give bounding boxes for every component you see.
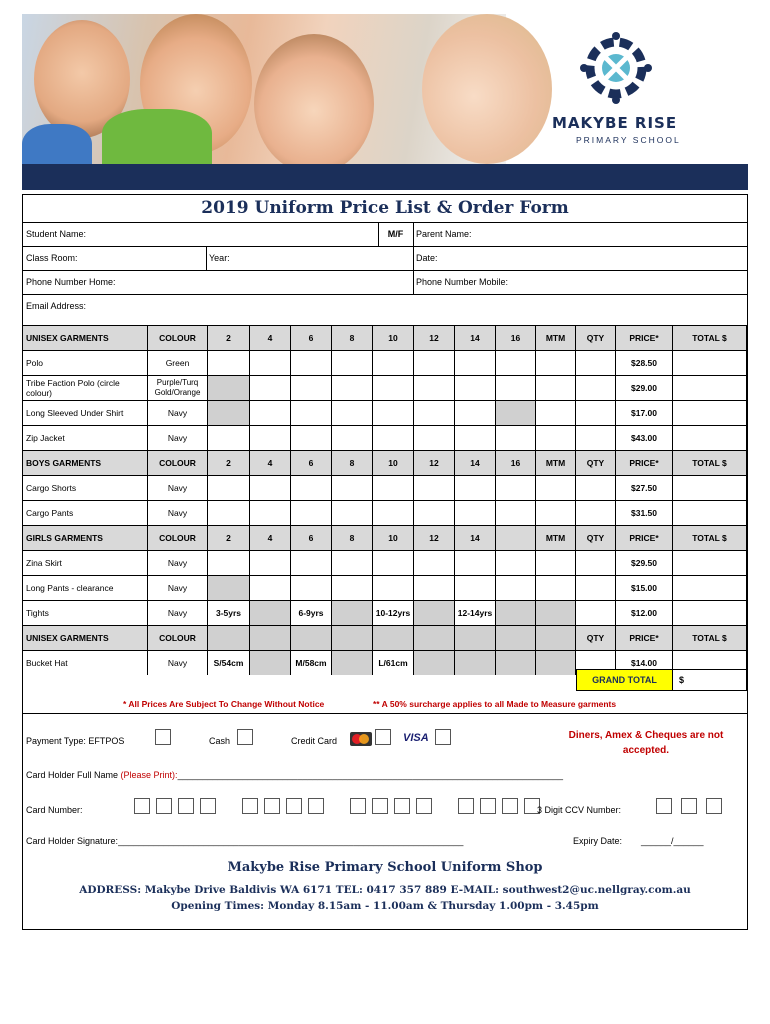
price-cell: $12.00 (616, 601, 673, 625)
size-cell[interactable] (536, 601, 576, 625)
cash-checkbox[interactable] (237, 729, 253, 745)
size-s14-cell[interactable] (455, 401, 496, 425)
size-s10-cell[interactable] (373, 551, 414, 575)
size-s8-cell[interactable] (332, 501, 373, 525)
total-cell[interactable] (673, 601, 747, 625)
size-option-cell[interactable]: M/58cm (291, 651, 332, 675)
size-s8-cell[interactable] (332, 476, 373, 500)
total-cell[interactable] (673, 476, 747, 500)
size-header-4: 4 (250, 526, 291, 550)
card-number-box-13[interactable] (458, 798, 474, 814)
card-number-box-3[interactable] (178, 798, 194, 814)
blank-header-cell (496, 626, 536, 650)
blank-header-cell (291, 626, 332, 650)
mtm-header: MTM (536, 451, 576, 475)
card-number-label: Card Number: (26, 805, 83, 815)
size-s12-cell[interactable] (414, 576, 455, 600)
size-s6-cell[interactable] (291, 401, 332, 425)
size-s2-cell[interactable] (208, 426, 250, 450)
mf-field[interactable]: M/F (387, 229, 404, 239)
size-s8-cell[interactable] (332, 376, 373, 400)
total-cell[interactable] (673, 426, 747, 450)
item-colour: Navy (148, 601, 208, 625)
size-s12-cell[interactable] (414, 476, 455, 500)
school-logo-icon (576, 28, 656, 108)
total-header: TOTAL $ (673, 326, 747, 350)
child-shirt-green (102, 109, 212, 169)
size-s12-cell[interactable] (414, 426, 455, 450)
size-s4-cell[interactable] (250, 401, 291, 425)
size-s6-cell[interactable] (291, 426, 332, 450)
item-colour: Navy (148, 476, 208, 500)
size-s14-cell[interactable] (455, 351, 496, 375)
total-cell[interactable] (673, 576, 747, 600)
info-row-student (23, 222, 747, 246)
qty-cell[interactable] (576, 501, 616, 525)
price-cell: $43.00 (616, 426, 673, 450)
card-number-box-4[interactable] (200, 798, 216, 814)
size-header-12: 12 (414, 526, 455, 550)
grand-total-value[interactable]: $ (673, 669, 747, 691)
size-option-cell[interactable]: L/61cm (373, 651, 414, 675)
size-s4-cell[interactable] (250, 426, 291, 450)
price-cell: $28.50 (616, 351, 673, 375)
size-s10-cell[interactable] (373, 476, 414, 500)
ccv-box-1[interactable] (656, 798, 672, 814)
mastercard-icon (350, 732, 372, 746)
size-s4-cell[interactable] (250, 501, 291, 525)
size-s2-cell (208, 401, 250, 425)
card-holder-name-row[interactable] (26, 770, 563, 780)
class-room-field[interactable]: Class Room: (26, 253, 78, 263)
size-header-2: 2 (208, 326, 250, 350)
qty-cell[interactable] (576, 351, 616, 375)
size-s2-cell (208, 576, 250, 600)
qty-cell[interactable] (576, 576, 616, 600)
total-cell[interactable] (673, 551, 747, 575)
size-cell[interactable] (332, 601, 373, 625)
section-title: BOYS GARMENTS (23, 451, 148, 475)
size-s4-cell[interactable] (250, 351, 291, 375)
mtm-cell[interactable] (536, 351, 576, 375)
size-s6-cell[interactable] (291, 476, 332, 500)
item-row-long-sleeved (23, 400, 747, 425)
size-s12-cell[interactable] (414, 401, 455, 425)
item-colour: Green (148, 351, 208, 375)
size-header-12: 12 (414, 326, 455, 350)
item-colour: Navy (148, 576, 208, 600)
info-row-phone (23, 270, 747, 294)
item-colour: Navy (148, 551, 208, 575)
size-cell[interactable] (414, 601, 455, 625)
card-holder-name-label: Card Holder Full Name (26, 770, 121, 780)
item-row-cargo-pants (23, 500, 747, 525)
qty-header: QTY (576, 326, 616, 350)
section-header-boys (23, 450, 747, 475)
school-name: MAKYBE RISE (552, 114, 678, 132)
item-colour: Navy (148, 401, 208, 425)
item-name: Long Sleeved Under Shirt (23, 401, 148, 425)
child-face-3 (254, 34, 374, 174)
child-face-4 (422, 14, 552, 164)
size-s10-cell[interactable] (373, 376, 414, 400)
size-header-blank (496, 526, 536, 550)
size-s6-cell[interactable] (291, 501, 332, 525)
size-s6-cell[interactable] (291, 576, 332, 600)
size-s10-cell[interactable] (373, 401, 414, 425)
mtm-cell[interactable] (536, 551, 576, 575)
cash-label: Cash (209, 736, 231, 746)
price-header: PRICE* (616, 526, 673, 550)
size-header-12: 12 (414, 451, 455, 475)
item-colour: Navy (148, 501, 208, 525)
info-row-class (23, 246, 747, 270)
total-cell[interactable] (673, 376, 747, 400)
card-number-box-11[interactable] (394, 798, 410, 814)
size-header-14: 14 (455, 526, 496, 550)
item-name: Tribe Faction Polo (circle colour) (23, 376, 148, 400)
signature-label: Card Holder Signature: (26, 836, 119, 846)
size-s2-cell[interactable] (208, 351, 250, 375)
item-row-cargo-shorts (23, 475, 747, 500)
phone-mobile-field[interactable]: Phone Number Mobile: (416, 277, 509, 287)
card-number-box-8[interactable] (308, 798, 324, 814)
mtm-header: MTM (536, 526, 576, 550)
size-s8-cell[interactable] (332, 351, 373, 375)
mtm-cell[interactable] (536, 401, 576, 425)
credit-card-label: Credit Card (291, 736, 338, 746)
size-header-14: 14 (455, 451, 496, 475)
price-cell: $15.00 (616, 576, 673, 600)
colour-header: COLOUR (148, 626, 208, 650)
item-name: Cargo Pants (23, 501, 148, 525)
mtm-header: MTM (536, 326, 576, 350)
qty-header: QTY (576, 451, 616, 475)
qty-cell[interactable] (576, 426, 616, 450)
size-s14-cell[interactable] (455, 576, 496, 600)
item-row-polo (23, 350, 747, 375)
size-s10-cell[interactable] (373, 576, 414, 600)
qty-cell[interactable] (576, 401, 616, 425)
section-header-girls (23, 525, 747, 550)
please-print-label: (Please Print): (120, 770, 178, 780)
item-name: Tights (23, 601, 148, 625)
total-header: TOTAL $ (673, 626, 747, 650)
form-title: 2019 Uniform Price List & Order Form (201, 198, 569, 218)
info-row-email (23, 294, 747, 325)
size-header-16: 16 (496, 451, 536, 475)
size-s14-cell[interactable] (455, 376, 496, 400)
item-colour: Navy (148, 651, 208, 675)
size-s10-cell[interactable] (373, 351, 414, 375)
school-logo (542, 28, 748, 158)
qty-header: QTY (576, 526, 616, 550)
size-s14-cell[interactable] (455, 476, 496, 500)
colour-header: COLOUR (148, 526, 208, 550)
size-s14-cell[interactable] (455, 426, 496, 450)
price-header: PRICE* (616, 326, 673, 350)
card-number-box-5[interactable] (242, 798, 258, 814)
blank-header-cell (536, 626, 576, 650)
blank-header-cell (414, 626, 455, 650)
payment-type-label: Payment Type: EFTPOS (26, 736, 125, 746)
card-number-box-14[interactable] (480, 798, 496, 814)
size-s14-cell[interactable] (455, 551, 496, 575)
order-form (22, 194, 748, 930)
item-name: Zip Jacket (23, 426, 148, 450)
shop-address: ADDRESS: Makybe Drive Baldivis WA 6171 TEL: 0417 357 889 E-MAIL: southwest2@uc.nellgray.com.au (79, 884, 691, 896)
size-s10-cell[interactable] (373, 501, 414, 525)
size-s2-cell[interactable] (208, 476, 250, 500)
card-number-box-6[interactable] (264, 798, 280, 814)
mtm-cell[interactable] (536, 576, 576, 600)
header-blue-bar (22, 164, 748, 190)
size-header-10: 10 (373, 326, 414, 350)
size-header-6: 6 (291, 326, 332, 350)
size-s16-cell[interactable] (496, 376, 536, 400)
size-s6-cell[interactable] (291, 351, 332, 375)
size-s12-cell[interactable] (414, 501, 455, 525)
size-s12-cell[interactable] (414, 351, 455, 375)
size-s2-cell (208, 376, 250, 400)
section-header-unisex2 (23, 625, 747, 650)
blank-header-cell (208, 626, 250, 650)
price-change-note: * All Prices Are Subject To Change Without Notice (123, 699, 325, 709)
size-s8-cell[interactable] (332, 426, 373, 450)
size-s16-cell[interactable] (496, 501, 536, 525)
size-option-cell[interactable]: 3-5yrs (208, 601, 250, 625)
student-name-field[interactable]: Student Name: (26, 229, 87, 239)
size-header-4: 4 (250, 326, 291, 350)
ccv-label: 3 Digit CCV Number: (537, 805, 622, 815)
total-header: TOTAL $ (673, 526, 747, 550)
card-number-box-9[interactable] (350, 798, 366, 814)
qty-cell[interactable] (576, 551, 616, 575)
mtm-cell[interactable] (536, 376, 576, 400)
size-s2-cell[interactable] (208, 551, 250, 575)
card-number-box-12[interactable] (416, 798, 432, 814)
size-s10-cell[interactable] (373, 426, 414, 450)
blank-header-cell (455, 626, 496, 650)
qty-cell[interactable] (576, 476, 616, 500)
size-s16-cell[interactable] (496, 476, 536, 500)
diners-note: Diners, Amex & Cheques are not accepted. (568, 730, 724, 756)
size-header-4: 4 (250, 451, 291, 475)
item-name: Zina Skirt (23, 551, 148, 575)
size-header-10: 10 (373, 451, 414, 475)
card-number-box-15[interactable] (502, 798, 518, 814)
payment-section (23, 713, 747, 929)
qty-header: QTY (576, 626, 616, 650)
size-s6-cell[interactable] (291, 551, 332, 575)
size-option-cell[interactable]: 12-14yrs (455, 601, 496, 625)
price-header: PRICE* (616, 626, 673, 650)
total-header: TOTAL $ (673, 451, 747, 475)
size-header-2: 2 (208, 526, 250, 550)
price-cell: $31.50 (616, 501, 673, 525)
item-row-tights (23, 600, 747, 625)
size-s8-cell[interactable] (332, 576, 373, 600)
email-field[interactable]: Email Address: (26, 301, 87, 311)
item-row-zip (23, 425, 747, 450)
size-option-cell[interactable]: 6-9yrs (291, 601, 332, 625)
size-header-2: 2 (208, 451, 250, 475)
colour-header: COLOUR (148, 451, 208, 475)
item-name: Polo (23, 351, 148, 375)
card-number-box-1[interactable] (134, 798, 150, 814)
size-s4-cell[interactable] (250, 576, 291, 600)
eftpos-checkbox[interactable] (155, 729, 171, 745)
ccv-box-2[interactable] (681, 798, 697, 814)
size-header-8: 8 (332, 326, 373, 350)
visa-icon: VISA (403, 732, 429, 744)
size-s16-cell[interactable] (496, 551, 536, 575)
header-banner (22, 14, 748, 190)
mtm-cell[interactable] (536, 426, 576, 450)
card-number-box-7[interactable] (286, 798, 302, 814)
size-s8-cell[interactable] (332, 401, 373, 425)
mastercard-checkbox[interactable] (375, 729, 391, 745)
card-holder-name-line[interactable]: _____________________________________________________________________________ (177, 770, 563, 780)
blank-header-cell (373, 626, 414, 650)
colour-header: COLOUR (148, 326, 208, 350)
signature-row[interactable] (26, 836, 463, 846)
expiry-label: Expiry Date: (573, 836, 623, 846)
grand-total-row (23, 669, 747, 691)
size-header-8: 8 (332, 526, 373, 550)
price-cell: $29.50 (616, 551, 673, 575)
size-s2-cell[interactable] (208, 501, 250, 525)
blank-header-cell (332, 626, 373, 650)
price-cell: $17.00 (616, 401, 673, 425)
price-header: PRICE* (616, 451, 673, 475)
shop-hours: Opening Times: Monday 8.15am - 11.00am & Thursday 1.00pm - 3.45pm (171, 900, 599, 912)
ccv-box-3[interactable] (706, 798, 722, 814)
size-s14-cell[interactable] (455, 501, 496, 525)
shop-title: Makybe Rise Primary School Uniform Shop (227, 860, 543, 875)
total-cell[interactable] (673, 351, 747, 375)
section-title: UNISEX GARMENTS (23, 626, 148, 650)
size-s4-cell[interactable] (250, 376, 291, 400)
size-s6-cell[interactable] (291, 376, 332, 400)
size-cell[interactable] (496, 601, 536, 625)
grand-total-label: GRAND TOTAL (576, 669, 673, 691)
total-cell[interactable] (673, 501, 747, 525)
phone-home-field[interactable]: Phone Number Home: (26, 277, 116, 287)
total-cell[interactable] (673, 401, 747, 425)
school-subtitle: PRIMARY SCHOOL (576, 135, 681, 145)
size-s16-cell[interactable] (496, 351, 536, 375)
item-colour: Navy (148, 426, 208, 450)
price-cell: $29.00 (616, 376, 673, 400)
mtm-cell[interactable] (536, 501, 576, 525)
size-s8-cell[interactable] (332, 551, 373, 575)
size-cell[interactable] (250, 601, 291, 625)
item-name: Bucket Hat (23, 651, 148, 675)
size-s16-cell[interactable] (496, 576, 536, 600)
item-name: Cargo Shorts (23, 476, 148, 500)
item-row-zina (23, 550, 747, 575)
card-number-box-2[interactable] (156, 798, 172, 814)
parent-name-field[interactable]: Parent Name: (416, 229, 472, 239)
surcharge-note: ** A 50% surcharge applies to all Made to Measure garments (373, 699, 617, 709)
expiry-field[interactable]: ______/______ (641, 836, 704, 846)
qty-cell[interactable] (576, 376, 616, 400)
size-s16-cell (496, 401, 536, 425)
item-row-tribe (23, 375, 747, 400)
mtm-cell[interactable] (536, 476, 576, 500)
size-s12-cell[interactable] (414, 551, 455, 575)
item-row-long-pants (23, 575, 747, 600)
size-s12-cell[interactable] (414, 376, 455, 400)
item-name: Long Pants - clearance (23, 576, 148, 600)
visa-checkbox[interactable] (435, 729, 451, 745)
size-header-14: 14 (455, 326, 496, 350)
size-header-10: 10 (373, 526, 414, 550)
signature-line[interactable]: _____________________________________________________________________ (118, 836, 464, 846)
date-field[interactable]: Date: (416, 253, 438, 263)
qty-cell[interactable] (576, 601, 616, 625)
size-option-cell[interactable]: 10-12yrs (373, 601, 414, 625)
section-title: GIRLS GARMENTS (23, 526, 148, 550)
size-s16-cell[interactable] (496, 426, 536, 450)
item-colour: Purple/Turq Gold/Orange (148, 376, 208, 400)
size-header-6: 6 (291, 451, 332, 475)
price-cell: $27.50 (616, 476, 673, 500)
size-s4-cell[interactable] (250, 476, 291, 500)
blank-header-cell (250, 626, 291, 650)
year-field[interactable]: Year: (209, 253, 230, 263)
card-number-box-10[interactable] (372, 798, 388, 814)
size-header-6: 6 (291, 526, 332, 550)
size-s4-cell[interactable] (250, 551, 291, 575)
size-header-8: 8 (332, 451, 373, 475)
section-title: UNISEX GARMENTS (23, 326, 148, 350)
price-cell: $14.00 (616, 651, 673, 675)
section-header-unisex (23, 325, 747, 350)
size-header-16: 16 (496, 326, 536, 350)
children-photo (22, 14, 506, 164)
size-option-cell[interactable]: S/54cm (208, 651, 250, 675)
